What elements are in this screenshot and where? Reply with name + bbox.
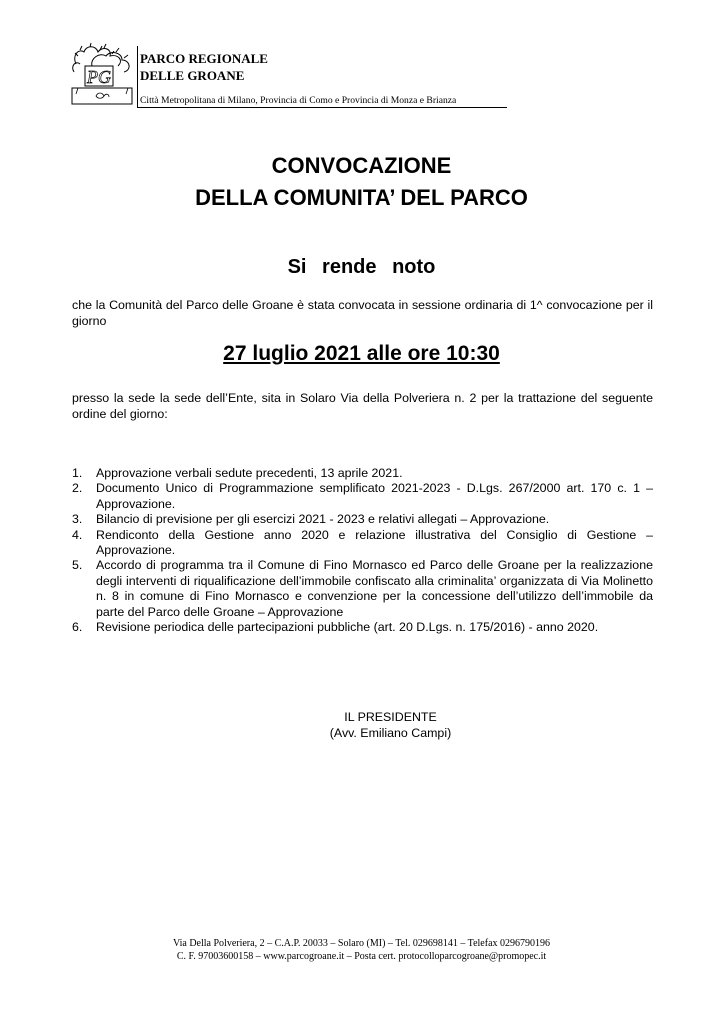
agenda-list [72, 466, 653, 635]
title-line-2: DELLA COMUNITA’ DEL PARCO [195, 185, 528, 210]
park-logo-icon [70, 42, 134, 108]
header-vertical-rule [137, 46, 138, 107]
page-footer [0, 937, 723, 963]
title-line-1: CONVOCAZIONE [271, 153, 452, 178]
notice-heading: Si rende noto [287, 256, 436, 278]
signature-block [0, 709, 723, 741]
footer-line-1: Via Della Polveriera, 2 – C.A.P. 20033 – Solaro (MI) – Tel. 029698141 – Telefax 0296790196 [172, 938, 551, 949]
org-line-1: PARCO REGIONALE [140, 51, 268, 66]
organization-name [140, 50, 268, 84]
intro-paragraph: che la Comunità del Parco delle Groane è stata convocata in sessione ordinaria di 1^ convocazione per il giorno [72, 298, 653, 328]
org-line-2: DELLE GROANE [140, 68, 245, 83]
list-item: 3. Bilancio di previsione per gli esercizi 2021 - 2023 e relativi allegati – Approvazione. [72, 512, 550, 527]
list-item: 5. Accordo di programma tra il Comune di Fino Mornasco ed Parco delle Groane per la realizzazione degli interventi di riqualificazione dell’immobile confiscato alla criminalita’ organizzata di Via Molinetto n. 8 in comune di Fino Mornasco e convenzione per la concessione dell’utilizzo dell’immobile da parte del Parco delle Groane – Approvazione [72, 558, 653, 619]
list-item: 1. Approvazione verbali sedute precedenti, 13 aprile 2021. [72, 466, 403, 480]
footer-line-2: C. F. 97003600158 – www.parcogroane.it – Posta cert. protocolloparcogroane@promopec.it [176, 951, 547, 962]
signature-name: (Avv. Emiliano Campi) [329, 726, 452, 740]
header-rule [137, 107, 507, 108]
logo-letters: PG [87, 67, 111, 87]
document-title [0, 150, 723, 214]
location-paragraph: presso la sede la sede dell’Ente, sita in Solaro Via della Polveriera n. 2 per la trattazione del seguente ordine del giorno: [72, 391, 653, 421]
organization-subtitle: Città Metropolitana di Milano, Provincia di Como e Provincia di Monza e Brianza [140, 95, 457, 106]
meeting-date: 27 luglio 2021 alle ore 10:30 [223, 342, 500, 365]
list-item: 2. Documento Unico di Programmazione semplificato 2021-2023 - D.Lgs. 267/2000 art. 170 c. 1 – Approvazione. [72, 481, 653, 511]
list-item: 6. Revisione periodica delle partecipazioni pubbliche (art. 20 D.Lgs. n. 175/2016) - anno 2020. [72, 620, 599, 635]
list-item: 4. Rendiconto della Gestione anno 2020 e relazione illustrativa del Consiglio di Gestione – Approvazione. [72, 527, 653, 558]
signature-role: IL PRESIDENTE [344, 710, 437, 724]
